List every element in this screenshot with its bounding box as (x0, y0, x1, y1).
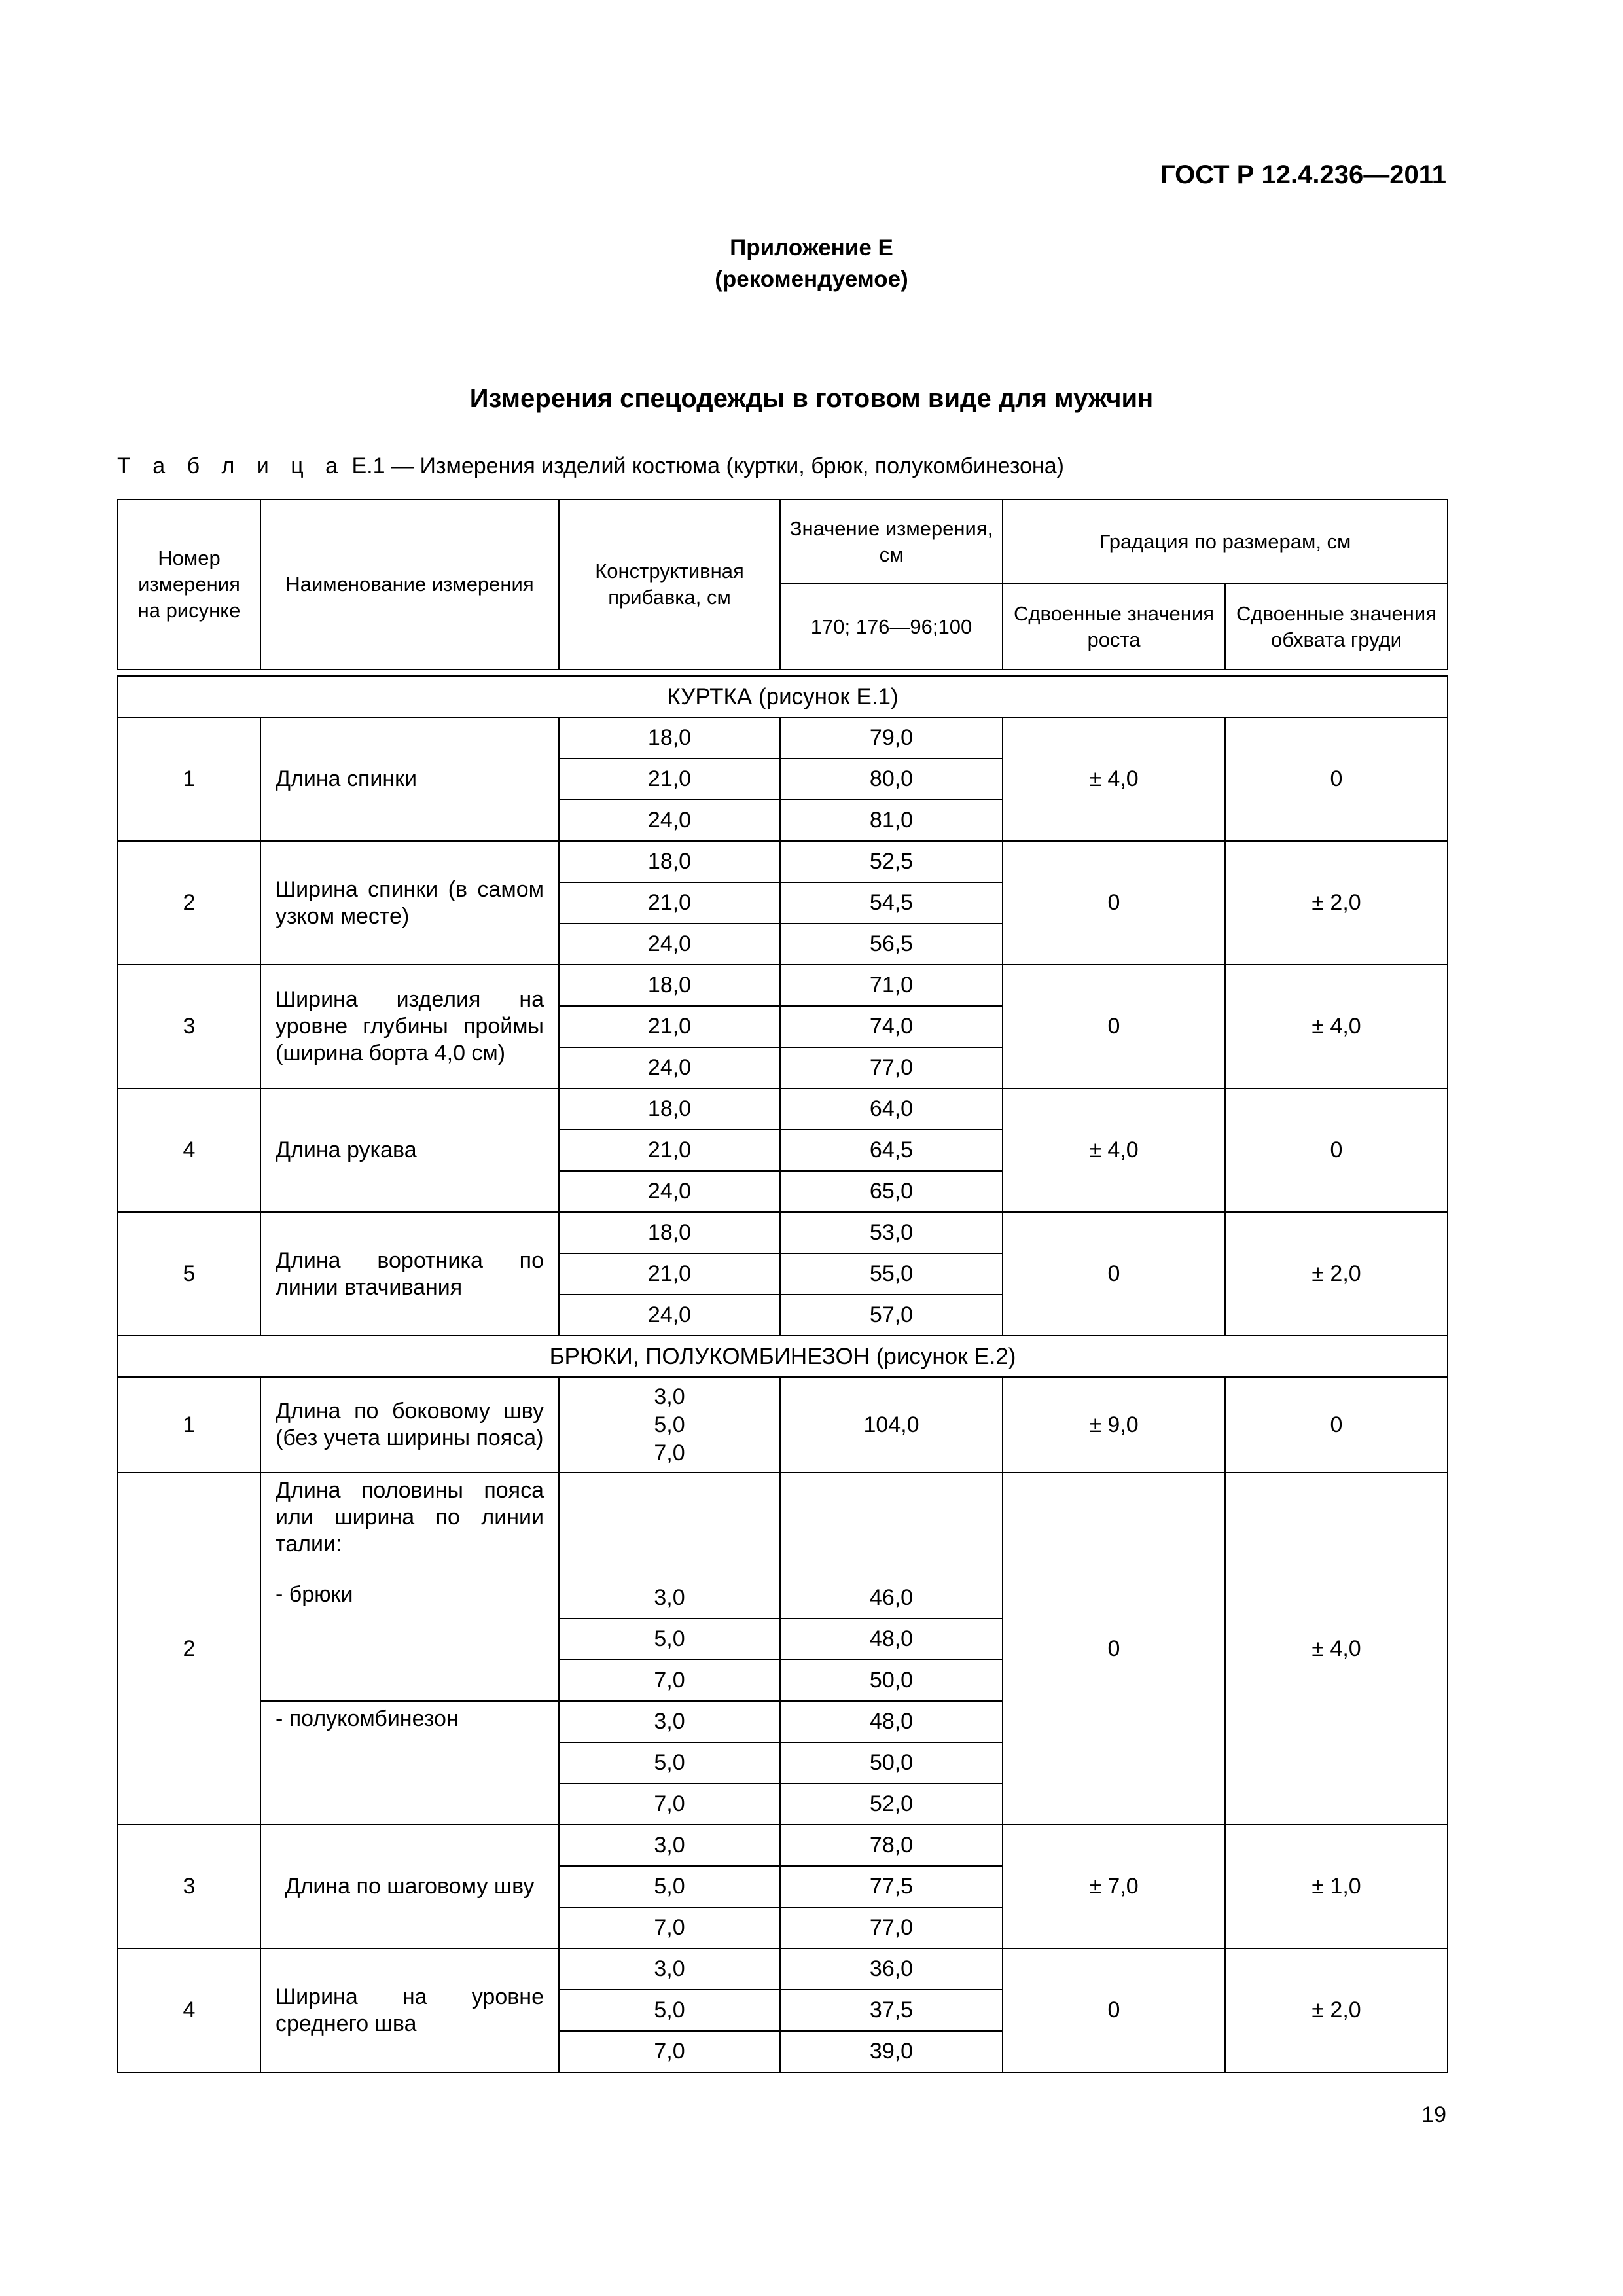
value-cell: 54,5 (780, 882, 1003, 924)
grad-height-cell: ± 4,0 (1003, 1088, 1225, 1212)
measure-name: Ширина спинки (в самом узком месте) (260, 841, 559, 965)
value-cell: 77,5 (780, 1866, 1003, 1907)
measure-name: Ширина на уровне среднего шва (260, 1948, 559, 2072)
allowance-cell: 18,0 (559, 1212, 780, 1253)
value-cell: 71,0 (780, 965, 1003, 1006)
value-cell: 52,0 (780, 1784, 1003, 1825)
grad-height-cell: 0 (1003, 1212, 1225, 1336)
value-cell: 74,0 (780, 1006, 1003, 1047)
value-cell: 77,0 (780, 1907, 1003, 1948)
value-cell: 50,0 (780, 1742, 1003, 1784)
allowance-cell: 5,0 (559, 1866, 780, 1907)
allowance-cell: 5,0 (559, 1742, 780, 1784)
table-caption-label: Т а б л и ц а (117, 454, 346, 478)
page-heading: Измерения спецодежды в готовом виде для мужчин (469, 384, 1154, 413)
allowance-cell: 24,0 (559, 1295, 780, 1336)
allowance-cell: 21,0 (559, 759, 780, 800)
value-cell: 56,5 (780, 924, 1003, 965)
separator-cell (118, 670, 1448, 676)
header-row (118, 499, 1448, 584)
table-row (118, 1825, 1448, 1866)
allowance-cell: 21,0 (559, 1130, 780, 1171)
measure-name: Длина рукава (260, 1088, 559, 1212)
allowance-cell: 5,0 (559, 1619, 780, 1660)
grad-chest-cell: 0 (1225, 1088, 1448, 1212)
table-row (118, 717, 1448, 759)
section-title: КУРТКА (рисунок Е.1) (118, 676, 1448, 717)
grad-chest-cell: ± 2,0 (1225, 841, 1448, 965)
value-cell: 48,0 (780, 1701, 1003, 1742)
value-cell: 81,0 (780, 800, 1003, 841)
allowance-cell: 18,0 (559, 1088, 780, 1130)
allowance-cell: 3,0 (559, 1701, 780, 1742)
value-cell: 53,0 (780, 1212, 1003, 1253)
measure-number: 2 (118, 1473, 260, 1825)
allowance-cell: 3,0 (559, 1825, 780, 1866)
table-caption-title: Измерения изделий костюма (куртки, брюк, полукомбинезона) (419, 454, 1064, 478)
measure-number: 4 (118, 1088, 260, 1212)
section-row (118, 1336, 1448, 1377)
allowance-cell: 7,0 (559, 2031, 780, 2072)
table-row (118, 1948, 1448, 1990)
grad-height-cell: 0 (1003, 965, 1225, 1088)
allowance-cell: 21,0 (559, 1253, 780, 1295)
section-row (118, 676, 1448, 717)
allowance-cell: 24,0 (559, 1047, 780, 1088)
measure-name: Ширина изделия на уровне глубины проймы (ширина борта 4,0 см) (260, 965, 559, 1088)
allowance-cell: 24,0 (559, 924, 780, 965)
measure-number: 4 (118, 1948, 260, 2072)
allowance-cell: 18,0 (559, 965, 780, 1006)
table-caption (117, 454, 1064, 479)
value-cell: 36,0 (780, 1948, 1003, 1990)
value-cell: 39,0 (780, 2031, 1003, 2072)
table-caption-number: Е.1 — (351, 454, 414, 478)
measure-name: Длина по боковому шву (без учета ширины пояса) (260, 1377, 559, 1473)
allowance-cell (559, 1473, 780, 1577)
header-gradation: Градация по размерам, см (1003, 499, 1448, 584)
grad-chest-cell: ± 4,0 (1225, 1473, 1448, 1825)
table-row (118, 1088, 1448, 1130)
allowance-cell: 24,0 (559, 1171, 780, 1212)
header-value-sub: 170; 176—96;100 (780, 584, 1003, 670)
grad-chest-cell: ± 2,0 (1225, 1948, 1448, 2072)
value-cell: 104,0 (780, 1377, 1003, 1473)
header-grad-chest: Сдвоенные значения обхвата груди (1225, 584, 1448, 670)
grad-height-cell: 0 (1003, 1948, 1225, 2072)
measurements-table (117, 499, 1448, 2073)
header-name: Наименование измерения (260, 499, 559, 670)
value-cell: 77,0 (780, 1047, 1003, 1088)
measure-name: Длина половины пояса или ширина по линии талии: (260, 1473, 559, 1577)
value-cell: 55,0 (780, 1253, 1003, 1295)
document-code: ГОСТ Р 12.4.236—2011 (1160, 160, 1446, 189)
allowance-cell: 3,0 (559, 1948, 780, 1990)
value-cell: 64,5 (780, 1130, 1003, 1171)
measure-name: Длина воротника по линии втачивания (260, 1212, 559, 1336)
grad-height-cell: 0 (1003, 841, 1225, 965)
page-number: 19 (1421, 2102, 1446, 2127)
allowance-cell: 7,0 (559, 1784, 780, 1825)
header-number: Номер измерения на рисунке (118, 499, 260, 670)
value-cell: 65,0 (780, 1171, 1003, 1212)
value-cell: 78,0 (780, 1825, 1003, 1866)
value-cell (780, 1473, 1003, 1577)
measure-number: 1 (118, 717, 260, 841)
allowance-cell: 7,0 (559, 1907, 780, 1948)
grad-chest-cell: ± 2,0 (1225, 1212, 1448, 1336)
appendix-block (484, 232, 1139, 295)
grad-height-cell: ± 7,0 (1003, 1825, 1225, 1948)
allowance-value: 7,0 (654, 1440, 685, 1465)
header-allowance: Конструктивная прибавка, см (559, 499, 780, 670)
grad-chest-cell: ± 1,0 (1225, 1825, 1448, 1948)
allowance-value: 3,0 (654, 1384, 685, 1409)
measure-number: 3 (118, 965, 260, 1088)
value-cell: 80,0 (780, 759, 1003, 800)
measure-number: 2 (118, 841, 260, 965)
value-cell: 37,5 (780, 1990, 1003, 2031)
allowance-stack (559, 1377, 780, 1473)
measurements-table-body (118, 499, 1448, 2072)
measure-name: Длина спинки (260, 717, 559, 841)
value-cell: 79,0 (780, 717, 1003, 759)
grad-chest-cell: ± 4,0 (1225, 965, 1448, 1088)
grad-height-cell: ± 9,0 (1003, 1377, 1225, 1473)
table-row (118, 841, 1448, 882)
measure-subitem-name: - брюки (260, 1577, 559, 1701)
measure-number: 5 (118, 1212, 260, 1336)
appendix-status: (рекомендуемое) (715, 266, 908, 292)
value-cell: 50,0 (780, 1660, 1003, 1701)
section-title: БРЮКИ, ПОЛУКОМБИНЕЗОН (рисунок Е.2) (118, 1336, 1448, 1377)
value-cell: 64,0 (780, 1088, 1003, 1130)
measure-number: 3 (118, 1825, 260, 1948)
allowance-cell: 7,0 (559, 1660, 780, 1701)
grad-chest-cell: 0 (1225, 717, 1448, 841)
measure-number: 1 (118, 1377, 260, 1473)
value-cell: 46,0 (780, 1577, 1003, 1619)
allowance-cell: 18,0 (559, 841, 780, 882)
allowance-cell: 5,0 (559, 1990, 780, 2031)
table-row (118, 965, 1448, 1006)
value-cell: 57,0 (780, 1295, 1003, 1336)
header-value: Значение измерения, см (780, 499, 1003, 584)
value-cell: 52,5 (780, 841, 1003, 882)
measure-name: Длина по шаговому шву (260, 1825, 559, 1948)
allowance-cell: 18,0 (559, 717, 780, 759)
allowance-cell: 21,0 (559, 1006, 780, 1047)
table-row (118, 1212, 1448, 1253)
allowance-cell: 21,0 (559, 882, 780, 924)
measure-subitem-name: - полукомбинезон (260, 1701, 559, 1825)
grad-height-cell: ± 4,0 (1003, 717, 1225, 841)
appendix-title: Приложение Е (730, 235, 893, 260)
allowance-cell: 24,0 (559, 800, 780, 841)
header-grad-height: Сдвоенные значения роста (1003, 584, 1225, 670)
separator-row (118, 670, 1448, 676)
value-cell: 48,0 (780, 1619, 1003, 1660)
allowance-value: 5,0 (654, 1412, 685, 1437)
table-row (118, 1473, 1448, 1577)
grad-height-cell: 0 (1003, 1473, 1225, 1825)
allowance-cell: 3,0 (559, 1577, 780, 1619)
table-row (118, 1377, 1448, 1473)
grad-chest-cell: 0 (1225, 1377, 1448, 1473)
